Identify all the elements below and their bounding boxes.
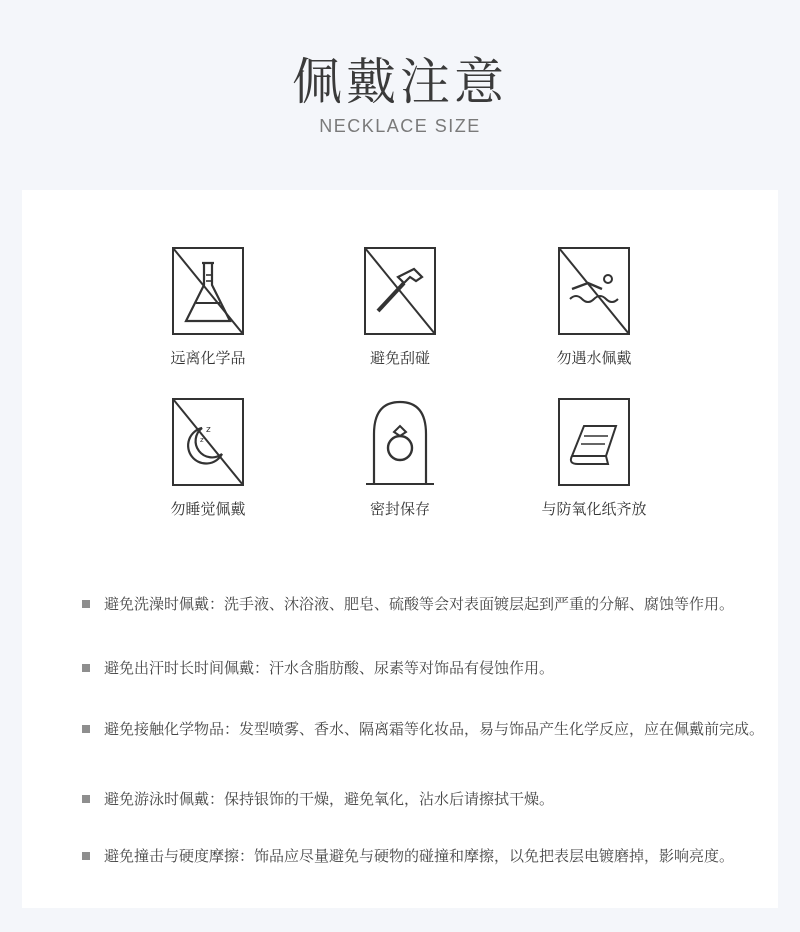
swimming-icon — [558, 247, 630, 335]
ring-in-box-icon — [364, 398, 436, 486]
page-subtitle: NECKLACE SIZE — [319, 116, 481, 136]
paper-scroll-icon — [558, 398, 630, 486]
list-item — [82, 844, 772, 892]
bullet-square-icon — [82, 852, 90, 860]
svg-text:z: z — [206, 425, 211, 435]
icon-label: 密封保存 — [369, 500, 430, 518]
icon-label: 勿睡觉佩戴 — [170, 500, 246, 518]
icon-label: 勿遇水佩戴 — [556, 349, 632, 367]
icon-label: 与防氧化纸齐放 — [541, 500, 647, 518]
hammer-icon — [364, 247, 436, 335]
note-text: 避免接触化学物品：发型喷雾、香水、隔离霜等化妆品，易与饰品产生化学反应，应在佩戴前完成。 — [104, 720, 765, 738]
list-item — [82, 656, 772, 680]
svg-text:z: z — [200, 436, 204, 444]
bullet-square-icon — [82, 725, 90, 733]
list-item — [82, 717, 772, 765]
icon-label: 远离化学品 — [170, 349, 246, 367]
page-title: 佩戴注意 — [292, 53, 508, 111]
note-text: 避免撞击与硬度摩擦：饰品应尽量避免与硬物的碰撞和摩擦，以免把表层电镀磨掉，影响亮度。 — [104, 847, 735, 865]
note-text: 避免洗澡时佩戴：洗手液、沐浴液、肥皂、硫酸等会对表面镀层起到严重的分解、腐蚀等作用。 — [104, 595, 735, 613]
bullet-square-icon — [82, 664, 90, 672]
note-text: 避免游泳时佩戴：保持银饰的干燥，避免氧化，沾水后请擦拭干燥。 — [104, 790, 555, 808]
care-instructions-card — [22, 190, 778, 908]
flask-icon — [172, 247, 244, 335]
icon-label: 避免刮碰 — [369, 349, 430, 367]
sleep-moon-icon — [172, 398, 244, 486]
list-item — [82, 787, 772, 811]
bullet-square-icon — [82, 795, 90, 803]
note-text: 避免出汗时长时间佩戴：汗水含脂肪酸、尿素等对饰品有侵蚀作用。 — [104, 659, 555, 677]
list-item — [82, 592, 772, 640]
bullet-square-icon — [82, 600, 90, 608]
